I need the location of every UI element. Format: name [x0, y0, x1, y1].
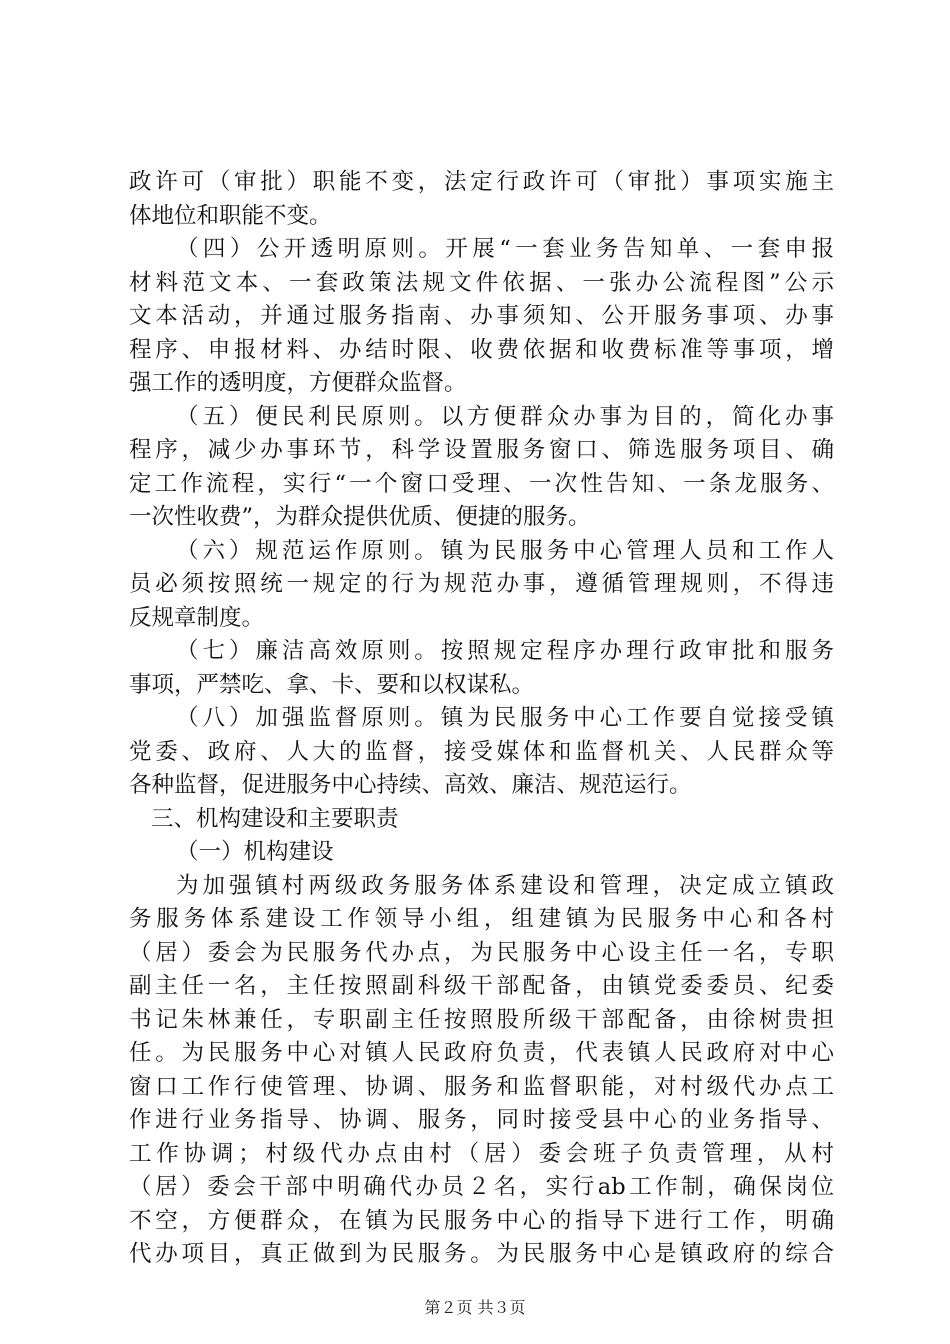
paragraph-start: （四）公开透明原则。开展“一套业务告知单、一套申报: [176, 236, 834, 262]
text-line: 书记朱林兼任，专职副主任按照股所级干部配备，由徐树贵担: [129, 1006, 834, 1033]
text-line: 员必须按照统一规定的行为规范办事，遵循管理规则，不得违: [129, 571, 834, 597]
text-line: 文本活动，并通过服务指南、办事须知、公开服务事项、办事: [129, 303, 834, 329]
subsection-heading: （一）机构建设: [176, 839, 334, 865]
text-line: 工作协调；村级代办点由村（居）委会班子负责管理，从村: [129, 1140, 834, 1167]
text-line: 副主任一名，主任按照副科级干部配备，由镇党委委员、纪委: [129, 973, 834, 999]
text-line: 政许可（审批）职能不变，法定行政许可（审批）事项实施主: [129, 169, 834, 195]
text-line: 反规章制度。: [129, 604, 265, 631]
text-line: 体地位和职能不变。: [129, 202, 332, 229]
paragraph-start: （六）规范运作原则。镇为民服务中心管理人员和工作人: [176, 537, 834, 564]
text-line: 程序，减少办事环节，科学设置服务窗口、筛选服务项目、确: [129, 437, 834, 463]
text-line: 作进行业务指导、协调、服务，同时接受县中心的业务指导、: [129, 1107, 834, 1133]
paragraph-start: （八）加强监督原则。镇为民服务中心工作要自觉接受镇: [176, 705, 834, 731]
section-heading: 三、机构建设和主要职责: [151, 805, 399, 832]
page-number-footer: 第２页 共３页: [424, 1298, 526, 1317]
text-line: 事项，严禁吃、拿、卡、要和以权谋私。: [129, 671, 535, 698]
text-line: 党委、政府、人大的监督，接受媒体和监督机关、人民群众等: [129, 738, 834, 765]
body-text: [129, 166, 834, 1272]
text-line: 窗口工作行使管理、协调、服务和监督职能，对村级代办点工: [129, 1073, 834, 1100]
text-line: 代办项目，真正做到为民服务。为民服务中心是镇政府的综合: [129, 1241, 834, 1267]
paragraph-start: （五）便民利民原则。以方便群众办事为目的，简化办事: [176, 403, 834, 430]
text-line: 不空，方便群众，在镇为民服务中心的指导下进行工作，明确: [129, 1207, 834, 1234]
text-line: 任。为民服务中心对镇人民政府负责，代表镇人民政府对中心: [129, 1040, 834, 1066]
text-line: 强工作的透明度，方便群众监督。: [129, 370, 467, 396]
text-line: 定工作流程，实行“一个窗口受理、一次性告知、一条龙服务、: [129, 470, 834, 497]
text-line: 一次性收费”，为群众提供优质、便捷的服务。: [129, 504, 591, 530]
text-line: 各种监督，促进服务中心持续、高效、廉洁、规范运行。: [129, 772, 692, 798]
text-line: 材料范文本、一套政策法规文件依据、一张办公流程图”公示: [129, 269, 834, 296]
text-line: 务服务体系建设工作领导小组，组建镇为民服务中心和各村: [129, 906, 834, 932]
paragraph-start: 为加强镇村两级政务服务体系建设和管理，决定成立镇政: [176, 872, 834, 899]
text-line: （居）委会为民服务代办点，为民服务中心设主任一名，专职: [129, 939, 834, 966]
text-line: （居）委会干部中明确代办员２名，实行ab工作制，确保岗位: [129, 1174, 834, 1200]
paragraph-start: （七）廉洁高效原则。按照规定程序办理行政审批和服务: [176, 638, 834, 664]
text-line: 程序、申报材料、办结时限、收费依据和收费标准等事项，增: [129, 336, 834, 363]
